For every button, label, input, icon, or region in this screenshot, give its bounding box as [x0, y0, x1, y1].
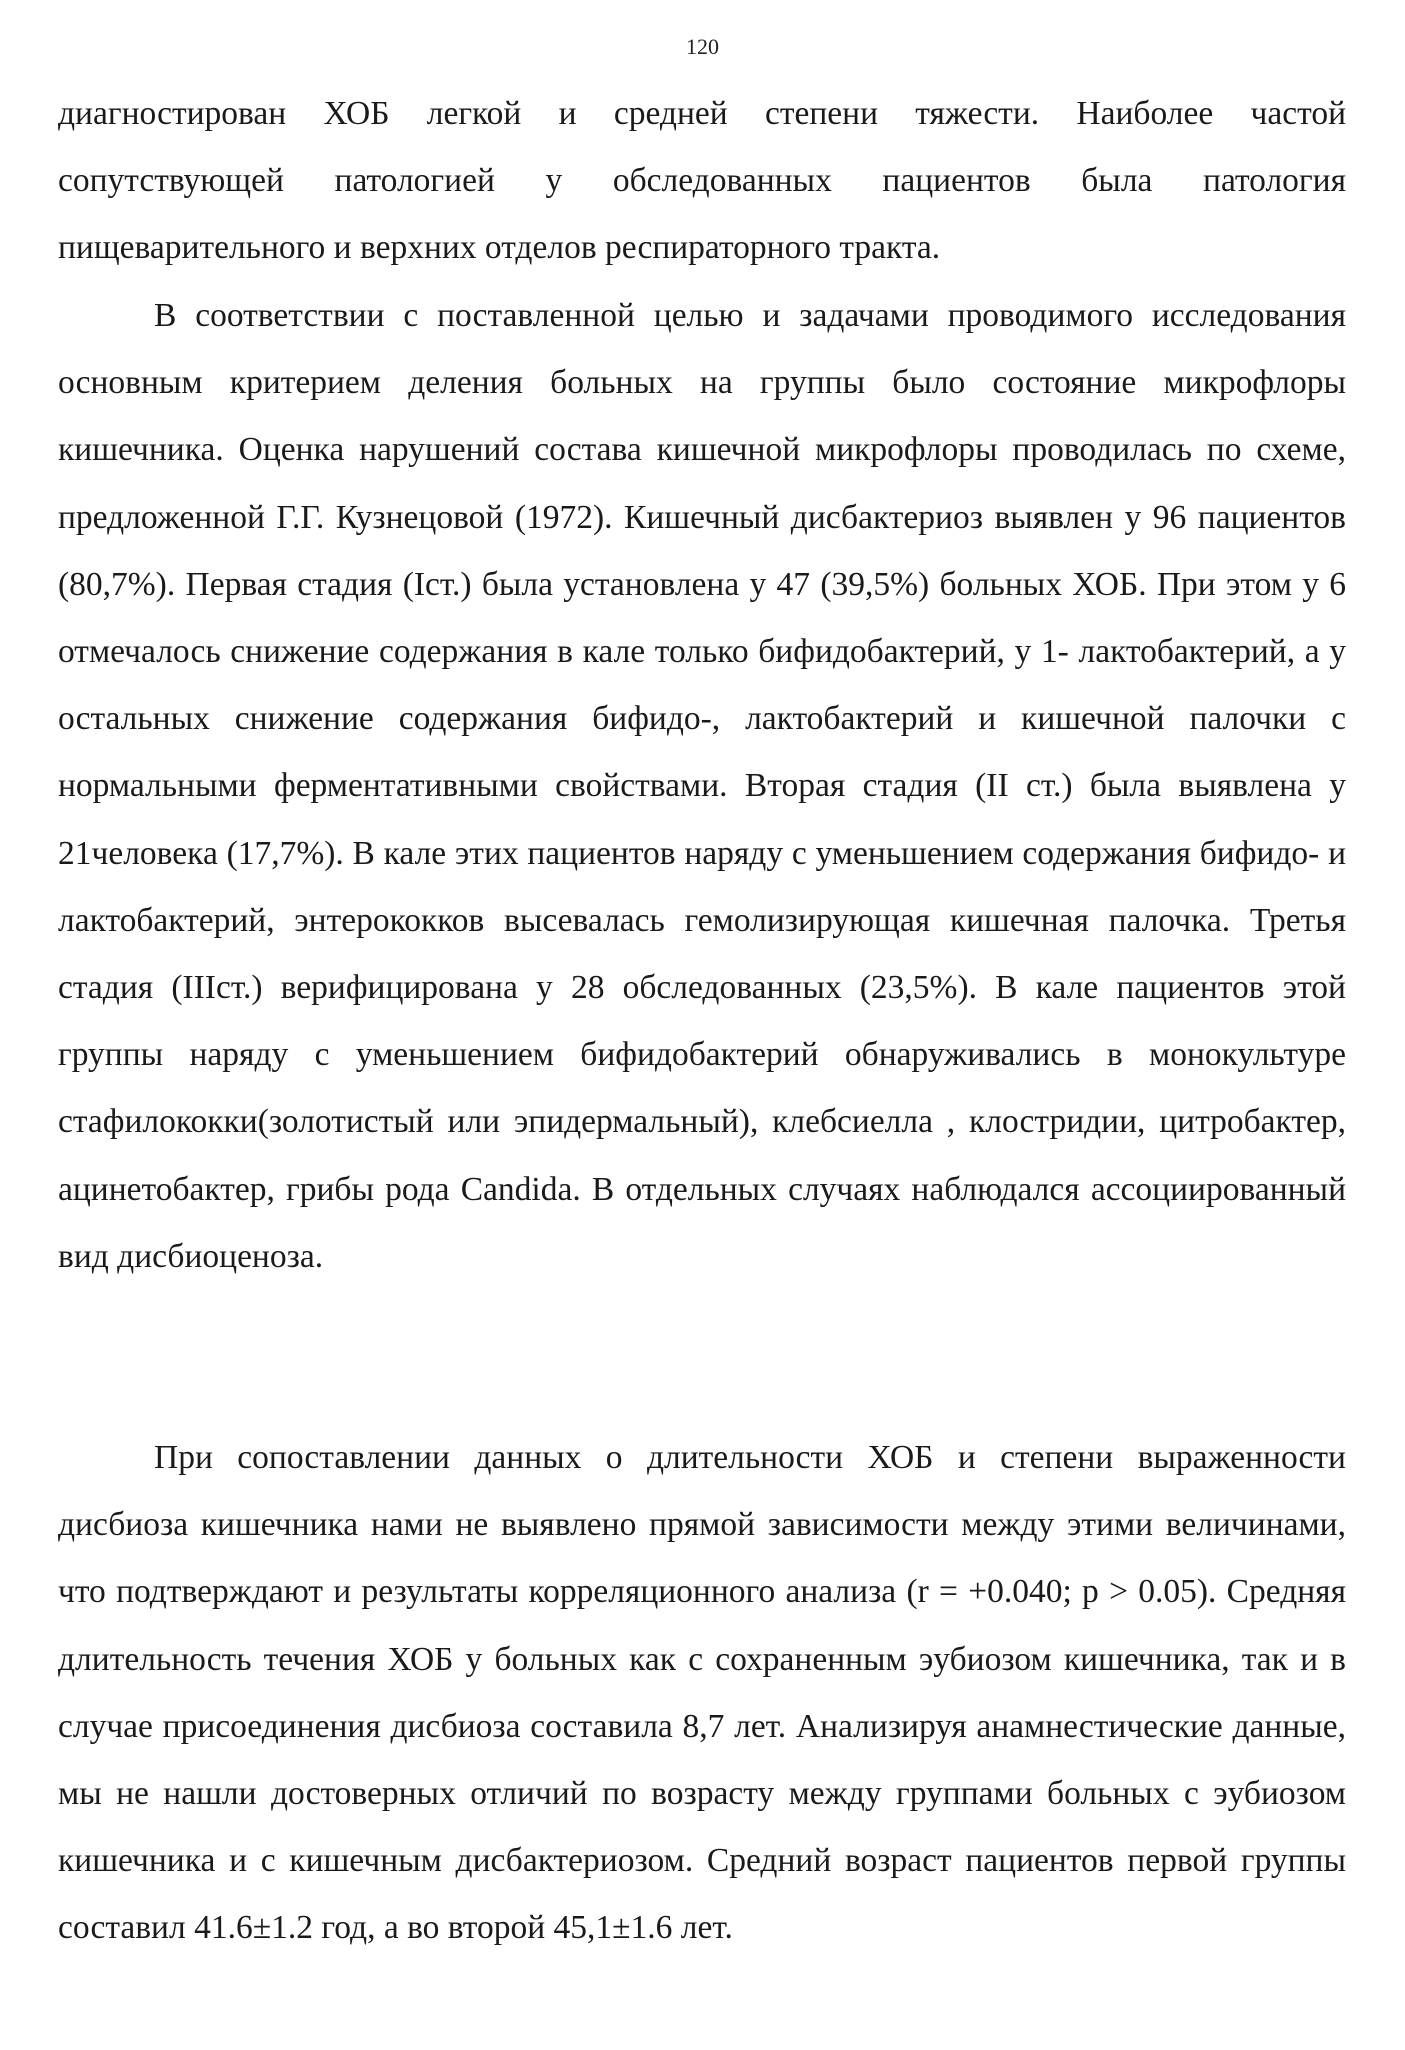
paragraph-2: В соответствии с поставленной целью и задачами проводимого исследования основным критерием деления больных на группы было состояние микрофлоры кишечника. Оценка нарушений состава кишечной микрофлоры проводилась по схеме, предложенной Г.Г. Кузнецовой (1972). Кишечный дисбактериоз выявлен у 96 пациентов (80,7%). Первая стадия (Iст.) была установлена у 47 (39,5%) больных ХОБ. При этом у 6 отмечалось снижение содержания в кале только бифидобактерий, у 1- лактобактерий, а у остальных снижение содержания бифидо-, лактобактерий и кишечной палочки с нормальными ферментативными свойствами. Вторая стадия (II ст.) была выявлена у 21человека (17,7%). В кале этих пациентов наряду с уменьшением содержания бифидо- и лактобактерий, энтерококков высевалась гемолизирующая кишечная палочка. Третья стадия (IIIст.) верифицирована у 28 обследованных (23,5%). В кале пациентов этой группы наряду с уменьшением бифидобактерий обнаруживались в монокультуре стафилококки(золотистый или эпидермальный), клебсиелла , клостридии, цитробактер, ацинетобактер, грибы рода Candida. В отдельных случаях наблюдался ассоциированный вид дисбиоценоза. — [58, 297, 1346, 1275]
page-number: 120 — [686, 34, 719, 59]
paragraph-1: диагностирован ХОБ легкой и средней степени тяжести. Наиболее частой сопутствующей патологией у обследованных пациентов была патология пищеварительного и верхних отделов респираторного тракта. — [58, 95, 1346, 267]
paragraph-3: При сопоставлении данных о длительности ХОБ и степени выраженности дисбиоза кишечника нами не выявлено прямой зависимости между этими величинами, что подтверждают и результаты корреляционного анализа (r = +0.040; p > 0.05). Средняя длительность течения ХОБ у больных как с сохраненным эубиозом кишечника, так и в случае присоединения дисбиоза составила 8,7 лет. Анализируя анамнестические данные, мы не нашли достоверных отличий по возрасту между группами больных с эубиозом кишечника и с кишечным дисбактериозом. Средний возраст пациентов первой группы составил 41.6±1.2 год, а во второй 45,1±1.6 лет. — [58, 1439, 1346, 1947]
